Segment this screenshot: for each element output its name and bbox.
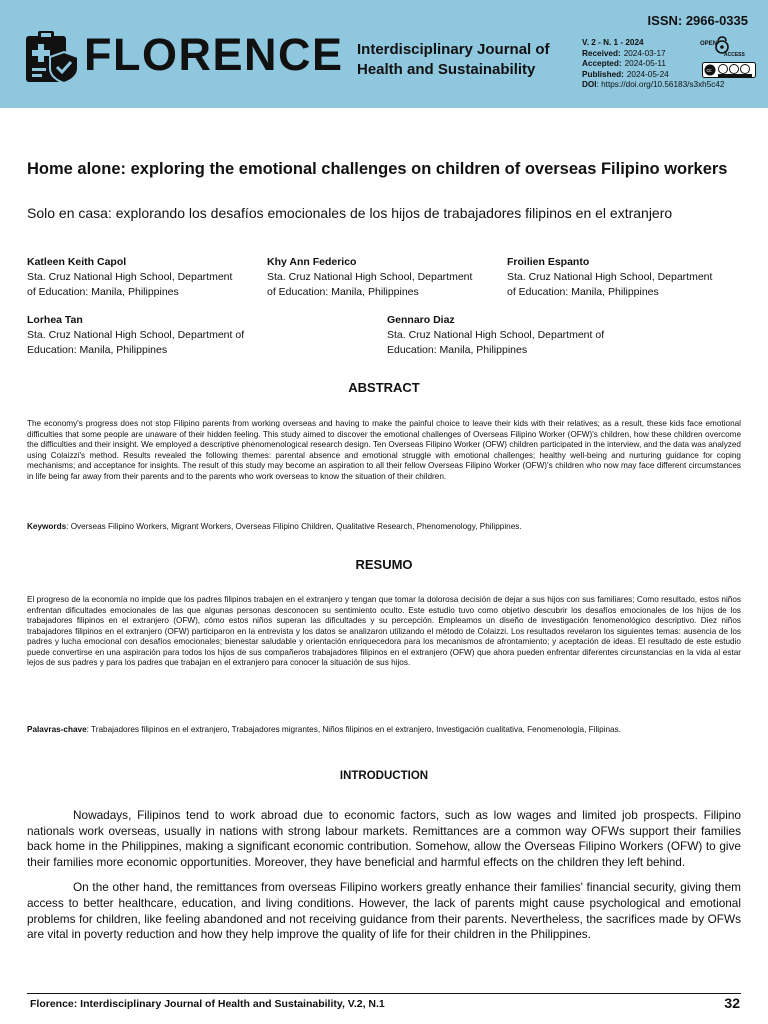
author-block (267, 255, 472, 300)
abstract-text: The economy's progress does not stop Filipino parents from working overseas and having to make the painful choice to leave their kids with their relatives; as a result, these kids face emotional difficulties that some people are unaware of their hidden feeling. This study aimed to discover the emotional challenges of Overseas Filipino Worker (OFW)'s children, how these children overcome the difficulties and their insight. We employed a descriptive phenomenological research design. Ten Overseas Filipino Worker (OFW) children participated in the interview, and the data was analyzed using Colaizzi's method. Results revealed the following themes: parental absence and emotional struggle with emotional challenges; healthy well-being and nurturing guidance for coping mechanisms; and acceptance for insights. The result of this study may become an aspiration to all their fellow Overseas Filipino Worker (OFW)'s children who now may face different circumstances in life being far away from their parents and to the parents who work overseas to know the situation of their children. (27, 419, 741, 481)
author-name: Katleen Keith Capol (27, 256, 127, 268)
article-metadata: V. 2 - N. 1 - 2024 Received: 2024-03-17 Accepted: 2024-05-11 Published: 2024-05-24 DOI: https://doi.org/10.56183/s3xh5c42 (582, 38, 725, 90)
svg-text:cc: cc (706, 68, 712, 74)
abstract-heading: ABSTRACT (348, 380, 420, 395)
article-title: Home alone: exploring the emotional challenges on children of overseas Filipino workers (27, 160, 728, 178)
introduction-paragraph: Nowadays, Filipinos tend to work abroad due to economic factors, such as low wages and limited job prospects. Filipino nationals work overseas, usually in nations with strong labour markets. Remittances are a common way OFWs support their families back home in the Philippines, making a significant economic contribution. Somehow, allow the Overseas Filipino Workers (OFW) to give their families more economic opportunities. Moreover, they have beneficial and harmful effects on the children they left behind. (27, 808, 741, 869)
author-affiliation: Sta. Cruz National High School, Department (27, 271, 233, 283)
introduction-heading: INTRODUCTION (339, 770, 429, 782)
footer-divider (27, 993, 741, 994)
author-block (507, 255, 712, 300)
received-date: 2024-03-17 (623, 48, 666, 58)
page-number: 32 (724, 995, 740, 1011)
author-affiliation: Education: Manila, Philippines (387, 344, 528, 356)
published-date: 2024-05-24 (626, 69, 669, 79)
accepted-date: 2024-05-11 (624, 59, 666, 69)
resumo-heading: RESUMO (355, 557, 413, 572)
author-affiliation: of Education: Manila, Philippines (267, 286, 419, 298)
author-name: Lorhea Tan (27, 314, 83, 326)
author-affiliation: of Education: Manila, Philippines (507, 286, 659, 298)
author-block (387, 313, 604, 358)
resumo-text: El progreso de la economía no impide que los padres filipinos trabajen en el extranjero y tengan que tomar la dolorosa decisión de dejar a sus hijos con sus familiares; Como resultado, estos niños enfrentan dificultades emocionales de las que algunas personas desconocen su sentimiento oculto. Este estudio tuvo como objetivo descubrir los desafíos emocionales de los hijos de los trabajadores filipinos en el extranjero (OFW), cómo estos niños superan las dificultades y su percepción. Empleamos un diseño de investigación fenomenológico descriptivo. Diez niños trabajadores filipinos en el extranjero (OFW) participaron en la entrevista y los datos se analizaron utilizando el método de Colaizzi. Los resultados revelaron los siguientes temas: ausencia de los padres y lucha emocional con desafíos emocionales; bienestar saludable y orientación enriquecedora para los mecanismos de afrontamiento; y aceptación de ideas. El resultado de este estudio puede convertirse en una aspiración para todos los hijos de sus compañeros trabajadores filipinos en el extranjero (OFW) que ahora pueden enfrentar diferentes circunstancias en la vida al estar lejos de sus padres y para los padres que trabajan en el extranjero para conocer la situación de sus hijos. (27, 595, 741, 667)
svg-text:OPEN: OPEN (700, 41, 718, 47)
svg-text:ACCESS: ACCESS (724, 52, 745, 58)
introduction-paragraph: On the other hand, the remittances from overseas Filipino workers greatly enhance their families' financial security, giving them access to better healthcare, education, and living conditions. However, the lack of parents might cause psychological and emotional problems for children, like feeling abandoned and not receiving guidance from their parents. Nevertheless, the sacrifices made by OFWs are vital in poverty reduction and how they help improve the quality of life for their children in the Philippines. (27, 880, 741, 942)
author-name: Gennaro Diaz (387, 314, 455, 326)
author-affiliation: Sta. Cruz National High School, Department (267, 271, 473, 283)
author-affiliation: of Education: Manila, Philippines (27, 286, 179, 298)
article-subtitle: Solo en casa: explorando los desafíos emocionales de los hijos de trabajadores filipinos en el extranjero (27, 205, 673, 221)
journal-name: Interdisciplinary Journal of Health and Sustainability (357, 41, 550, 78)
journal-header (0, 0, 768, 108)
introduction-body (27, 808, 741, 953)
author-affiliation: Sta. Cruz National High School, Department of (387, 329, 605, 341)
open-access-icon (700, 36, 745, 58)
footer-journal-citation: Florence: Interdisciplinary Journal of Health and Sustainability, V.2, N.1 (30, 998, 385, 1010)
issn-label: ISSN: 2966-0335 (647, 13, 748, 28)
medical-shield-logo-icon (24, 30, 80, 84)
author-block (27, 255, 232, 300)
doi-link[interactable]: : https://doi.org/10.56183/s3xh5c42 (596, 80, 725, 90)
author-block (27, 313, 244, 358)
author-name: Froilien Espanto (507, 256, 590, 268)
journal-brand: FLORENCE (84, 29, 344, 80)
author-name: Khy Ann Federico (267, 256, 357, 268)
creative-commons-license-icon (702, 62, 756, 78)
volume-label: V. 2 - N. 1 - 2024 (582, 38, 644, 47)
abstract-keywords: Keywords: Overseas Filipino Workers, Migrant Workers, Overseas Filipino Children, Qualitative Research, Phenomenology, Philippines. (27, 522, 522, 531)
author-affiliation: Sta. Cruz National High School, Department (507, 271, 713, 283)
resumo-keywords: Palavras-chave: Trabajadores filipinos en el extranjero, Trabajadores migrantes, Niños filipinos en el extranjero, Investigación cualitativa, Fenomenología, Filipinas. (27, 725, 621, 734)
author-affiliation: Sta. Cruz National High School, Department of (27, 329, 245, 341)
author-affiliation: Education: Manila, Philippines (27, 344, 168, 356)
